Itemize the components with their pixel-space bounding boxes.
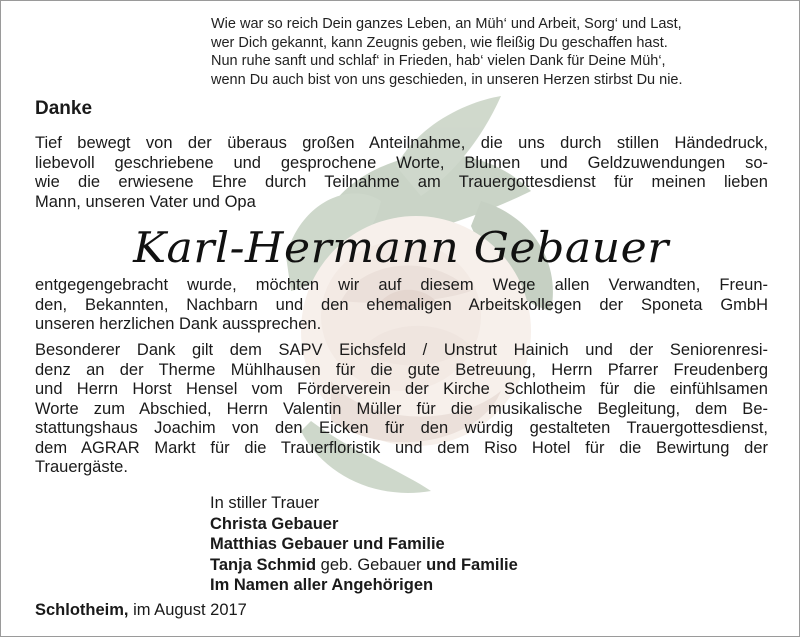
text-line: wie die erwiesene Ehre durch Teilnahme am Trauergottesdienst für meinen lieben: [35, 173, 768, 191]
text-line: dem AGRAR Markt für die Trauerfloristik und dem Riso Hotel für die Bewirtung der: [35, 438, 768, 457]
text-line: entgegengebracht wurde, möchten wir auf diesem Wege allen Verwandten, Freun-: [35, 276, 768, 294]
signer-name-line: [210, 555, 518, 576]
text-line: und Herrn Horst Hensel vom Förderverein der Kirche Schlotheim für die einfühlsamen: [35, 380, 768, 398]
signer-all-relatives: Im Namen aller Angehörigen: [210, 576, 434, 594]
text-line: Worte zum Abschied, Herrn Valentin Müller für die musikalische Begleitung, dem Be-: [35, 399, 768, 418]
text-line: Besonderer Dank gilt dem SAPV Eichsfeld / Unstrut Hainich und der Seniorenresi-: [35, 341, 768, 359]
poem-line: Wie war so reich Dein ganzes Leben, an Müh‘ und Arbeit, Sorg‘ und Last,: [211, 16, 682, 32]
text-line: liebevoll geschriebene und gesprochene Worte, Blumen und Geldzuwendungen so-: [35, 153, 768, 172]
signer-name: Tanja Schmid: [210, 555, 317, 574]
signers-block: [210, 493, 518, 596]
signer-name: Christa Gebauer: [210, 514, 339, 533]
signers-intro: In stiller Trauer: [210, 494, 320, 512]
poem-line: wenn Du auch bist von uns geschieden, in unseren Herzen stirbst Du nie.: [211, 71, 683, 88]
poem-line: Nun ruhe sanft und schlaf‘ in Frieden, hab‘ vielen Dank für Deine Müh‘,: [211, 53, 666, 69]
place-and-date: [35, 601, 247, 620]
place-city: Schlotheim,: [35, 601, 129, 619]
thanks-paragraph-relatives: [35, 276, 768, 335]
text-line: stattungshaus Joachim von den Eicken für den würdig gestalteten Trauergottesdienst,: [35, 419, 768, 437]
deceased-name: Karl-Hermann Gebauer: [133, 223, 669, 272]
signer-maiden-name: geb. Gebauer: [316, 555, 427, 574]
thanks-heading: Danke: [35, 98, 93, 119]
poem-line: wer Dich gekannt, kann Zeugnis geben, wie fleißig Du geschaffen hast.: [211, 34, 668, 51]
text-line: Trauergäste.: [35, 458, 128, 476]
thanks-paragraph-intro: [35, 134, 768, 212]
thanks-paragraph-special: [35, 341, 768, 478]
text-line: unseren herzlichen Dank aussprechen.: [35, 315, 322, 333]
place-date: im August 2017: [128, 601, 247, 619]
text-line: Tief bewegt von der überaus großen Anteilnahme, die uns durch stillen Händedruck,: [35, 134, 768, 152]
poem-verse: [211, 15, 771, 89]
signer-family: und Familie: [426, 555, 518, 574]
signer-name: Matthias Gebauer und Familie: [210, 535, 445, 553]
text-line: den, Bekannten, Nachbarn und den ehemaligen Arbeitskollegen der Sponeta GmbH: [35, 295, 768, 314]
text-line: denz an der Therme Mühlhausen für die gute Betreuung, Herrn Pfarrer Freudenberg: [35, 360, 768, 379]
text-line: Mann, unseren Vater und Opa: [35, 192, 256, 211]
